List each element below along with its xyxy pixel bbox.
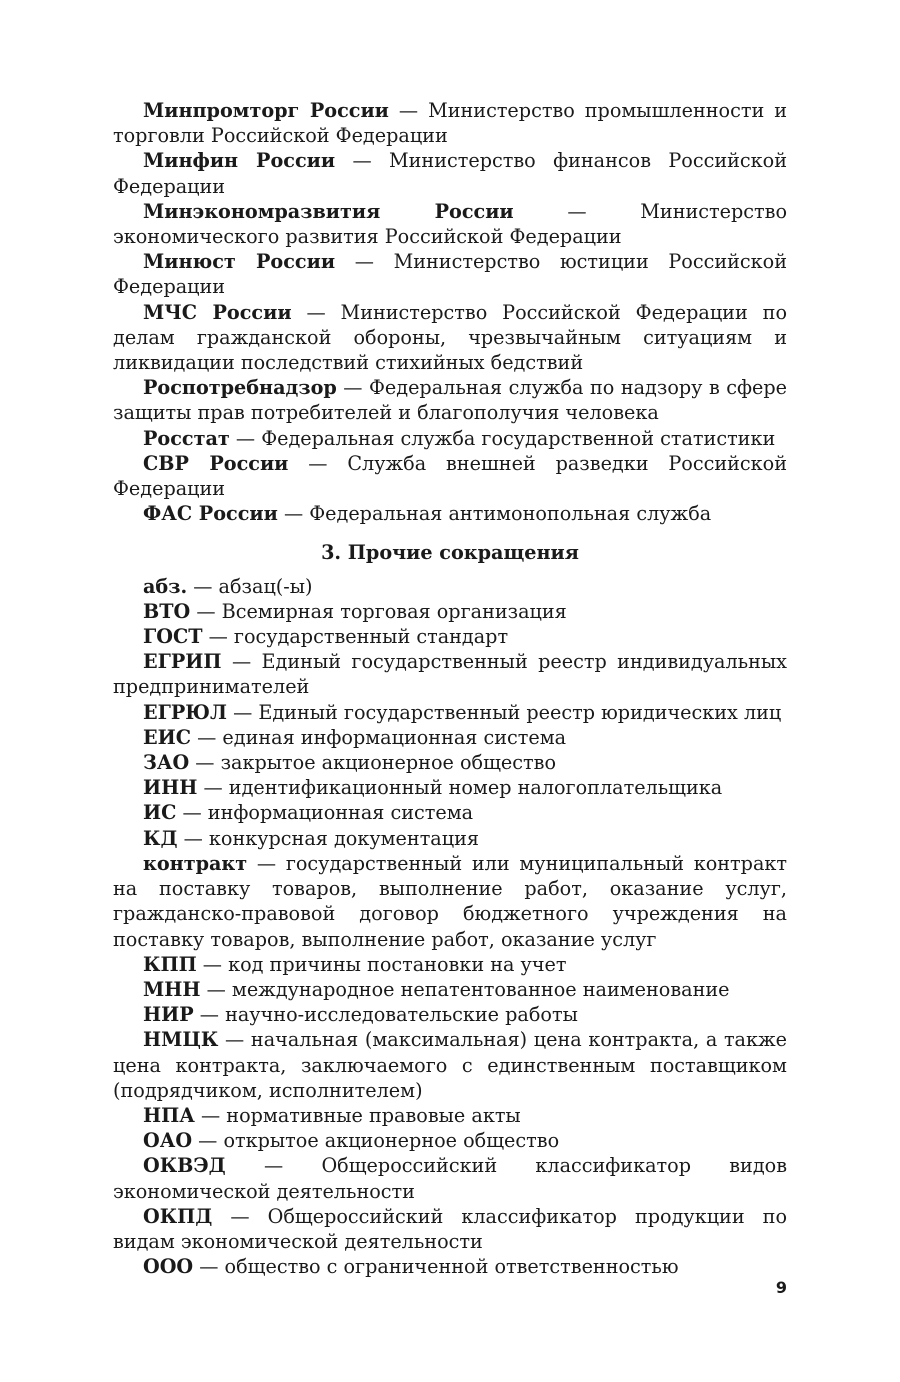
abbreviation-definition: международное непатентованное наименование: [231, 977, 730, 1001]
abbreviation-term: Минюст России: [143, 250, 336, 274]
abbreviation-term: Минпромторг России: [143, 99, 389, 122]
abbreviation-definition: научно-исследовательские работы: [225, 1003, 578, 1027]
abbreviation-term: абз.: [143, 574, 188, 598]
abbreviation-definition: государственный или муниципальный контракт на поставку товаров, выполнение работ, оказание услуг, гражданско-правовой договор бюджетного учреждения на поставку товаров, выполнение работ, оказание услуг: [113, 851, 787, 951]
abbreviation-term: контракт: [143, 851, 248, 875]
abbreviation-definition: начальная (максимальная) цена контракта, а также цена контракта, заключаемого с единственным поставщиком (подрядчиком, исполнителем): [113, 1028, 787, 1102]
dash-separator: —: [288, 451, 348, 475]
dash-separator: —: [193, 1003, 226, 1027]
abbreviation-term: ОАО: [143, 1129, 193, 1153]
abbreviation-entry: [113, 426, 787, 451]
dash-separator: —: [336, 376, 369, 400]
dash-separator: —: [192, 1129, 224, 1153]
abbreviation-term: ООО: [143, 1255, 194, 1279]
abbreviation-term: ЕИС: [143, 725, 192, 749]
abbreviation-entry: [113, 725, 787, 750]
abbreviation-term: ФАС России: [143, 502, 278, 526]
abbreviation-entry: [113, 148, 787, 198]
dash-separator: —: [191, 725, 223, 749]
abbreviation-entry: [113, 649, 787, 699]
abbreviation-term: Росстат: [143, 426, 230, 450]
abbreviation-term: ОКПД: [143, 1204, 213, 1228]
abbreviation-entry: [113, 1153, 787, 1203]
abbreviation-entry: [113, 1002, 787, 1027]
abbreviation-definition: Единый государственный реестр юридических лиц: [258, 700, 782, 724]
abbreviation-term: ГОСТ: [143, 625, 203, 649]
dash-separator: —: [247, 851, 286, 875]
abbreviation-term: ВТО: [143, 599, 191, 623]
abbreviation-definition: Министерство промышленности и торговли Российской Федерации: [113, 99, 787, 148]
abbreviation-term: КД: [143, 826, 178, 850]
abbreviation-term: МНН: [143, 977, 201, 1001]
dash-separator: —: [218, 1028, 251, 1052]
page-number: 9: [775, 1278, 787, 1297]
abbreviation-definition: Министерство экономического развития Российской Федерации: [113, 199, 787, 249]
abbreviation-definition: Федеральная служба государственной статистики: [261, 426, 776, 450]
dash-separator: —: [193, 1255, 225, 1279]
abbreviation-entry: [113, 800, 787, 825]
dash-separator: —: [197, 776, 229, 800]
abbreviation-term: ИС: [143, 801, 177, 825]
abbreviation-definition: открытое акционерное общество: [223, 1129, 560, 1153]
abbreviation-list-agencies: [113, 98, 787, 526]
abbreviation-term: Роспотребнадзор: [143, 376, 337, 400]
abbreviation-entry: [113, 1204, 787, 1254]
abbreviation-entry: [113, 624, 787, 649]
dash-separator: —: [212, 1204, 268, 1228]
dash-separator: —: [225, 1154, 322, 1178]
abbreviation-definition: государственный стандарт: [233, 625, 509, 649]
abbreviation-list-other: [113, 574, 787, 1280]
dash-separator: —: [190, 599, 222, 623]
dash-separator: —: [196, 952, 229, 976]
abbreviation-term: НПА: [143, 1103, 195, 1127]
abbreviation-term: ОКВЭД: [143, 1154, 226, 1178]
dash-separator: —: [335, 250, 394, 274]
abbreviation-term: ЕГРИП: [143, 650, 222, 674]
abbreviation-entry: [113, 700, 787, 725]
abbreviation-entry: [113, 977, 787, 1002]
dash-separator: —: [189, 751, 221, 775]
abbreviation-definition: идентификационный номер налогоплательщика: [228, 776, 723, 800]
abbreviation-definition: Общероссийский классификатор продукции по видам экономической деятельности: [113, 1204, 787, 1253]
dash-separator: —: [177, 826, 209, 850]
dash-separator: —: [226, 700, 259, 724]
abbreviation-definition: Всемирная торговая организация: [221, 599, 567, 623]
dash-separator: —: [229, 426, 262, 450]
abbreviation-term: Минэкономразвития России: [143, 199, 514, 223]
abbreviation-definition: информационная система: [207, 801, 474, 825]
dash-separator: —: [221, 650, 262, 674]
abbreviation-definition: Федеральная служба по надзору в сфере защиты прав потребителей и благополучия человека: [113, 376, 787, 425]
abbreviation-entry: [113, 952, 787, 977]
abbreviation-entry: [113, 826, 787, 851]
abbreviation-entry: [113, 375, 787, 425]
abbreviation-definition: нормативные правовые акты: [226, 1103, 521, 1127]
abbreviation-definition: Служба внешней разведки Российской Федерации: [113, 451, 787, 501]
abbreviation-entry: [113, 1027, 787, 1103]
abbreviation-definition: Министерство юстиции Российской Федерации: [113, 250, 788, 299]
abbreviation-term: НИР: [143, 1003, 194, 1027]
abbreviation-entry: [113, 775, 787, 800]
abbreviation-term: СВР России: [143, 451, 289, 475]
abbreviation-entry: [113, 501, 787, 526]
page-body: [113, 98, 787, 1279]
abbreviation-definition: абзац(-ы): [218, 574, 313, 598]
abbreviation-term: ЗАО: [143, 751, 190, 775]
abbreviation-entry: [113, 750, 787, 775]
abbreviation-term: КПП: [143, 952, 197, 976]
dash-separator: —: [388, 99, 429, 122]
dash-separator: —: [335, 149, 389, 173]
section-heading: 3. Прочие сокращения: [321, 541, 579, 565]
abbreviation-definition: Министерство Российской Федерации по делам гражданской обороны, чрезвычайным ситуациям и ликвидации последствий стихийных бедствий: [113, 300, 787, 375]
abbreviation-entry: [113, 98, 787, 148]
abbreviation-term: ИНН: [143, 776, 198, 800]
abbreviation-entry: [113, 574, 787, 599]
abbreviation-entry: [113, 249, 787, 299]
dash-separator: —: [291, 300, 341, 324]
abbreviation-term: ЕГРЮЛ: [143, 700, 227, 724]
abbreviation-entry: [113, 1103, 787, 1128]
dash-separator: —: [202, 625, 234, 649]
abbreviation-entry: [113, 300, 787, 376]
abbreviation-term: Минфин России: [143, 149, 336, 173]
abbreviation-entry: [113, 1128, 787, 1153]
abbreviation-definition: закрытое акционерное общество: [220, 751, 556, 775]
dash-separator: —: [187, 574, 219, 598]
abbreviation-entry: [113, 199, 787, 249]
abbreviation-term: НМЦК: [143, 1028, 219, 1052]
abbreviation-entry: [113, 851, 787, 952]
abbreviation-entry: [113, 1254, 787, 1279]
dash-separator: —: [194, 1103, 227, 1127]
abbreviation-entry: [113, 599, 787, 624]
abbreviation-definition: общество с ограниченной ответственностью: [224, 1255, 679, 1279]
abbreviation-term: МЧС России: [143, 300, 292, 324]
abbreviation-definition: Министерство финансов Российской Федерации: [113, 149, 787, 198]
abbreviation-entry: [113, 451, 787, 501]
abbreviation-definition: Единый государственный реестр индивидуальных предпринимателей: [113, 650, 787, 699]
dash-separator: —: [277, 502, 310, 526]
abbreviation-definition: Федеральная антимонопольная служба: [309, 502, 712, 526]
abbreviation-definition: конкурсная документация: [208, 826, 479, 850]
abbreviation-definition: код причины постановки на учет: [228, 952, 567, 976]
abbreviation-definition: единая информационная система: [222, 725, 567, 749]
abbreviation-definition: Общероссийский классификатор видов экономической деятельности: [113, 1154, 787, 1203]
dash-separator: —: [200, 977, 232, 1001]
dash-separator: —: [176, 801, 208, 825]
dash-separator: —: [513, 199, 641, 223]
